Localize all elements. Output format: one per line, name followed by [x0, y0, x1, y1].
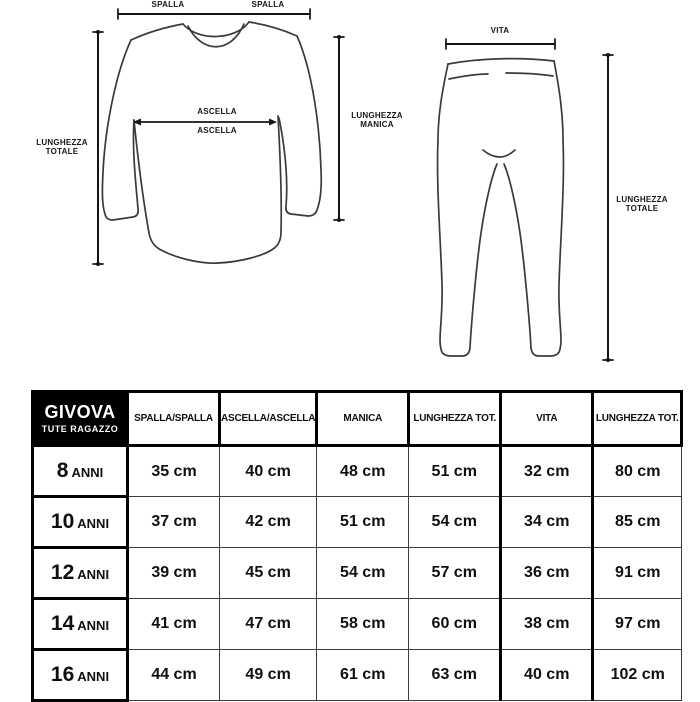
value-cell: 41 cm: [128, 599, 220, 650]
table-header-row: [33, 392, 682, 446]
value-cell: 42 cm: [220, 497, 317, 548]
value-cell: 39 cm: [128, 548, 220, 599]
label-vita: VITA: [490, 26, 510, 35]
sweatshirt-collar-inner: [188, 24, 244, 47]
size-number: 16: [50, 663, 75, 686]
value-cell: 97 cm: [593, 599, 682, 650]
brand-subtitle: TUTE RAGAZZO: [41, 424, 119, 434]
value-cell: 34 cm: [501, 497, 593, 548]
size-word: ANNI: [77, 669, 110, 684]
label-shirt-lunghezza-totale: LUNGHEZZA TOTALE: [36, 138, 88, 156]
value-cell: 40 cm: [220, 446, 317, 497]
table-row: [33, 446, 682, 497]
sweatshirt-body: [134, 116, 281, 263]
value-cell: 40 cm: [501, 650, 593, 701]
label-lunghezza-manica: LUNGHEZZA MANICA: [351, 111, 403, 129]
label-ascella-bottom: ASCELLA: [197, 126, 237, 135]
sweatshirt-sleeve-left: [102, 40, 138, 220]
sweatshirt-shoulder-right: [249, 22, 297, 36]
size-number: 10: [50, 510, 75, 533]
value-cell: 58 cm: [317, 599, 409, 650]
measure-spalla-line: [118, 9, 310, 19]
value-cell: 44 cm: [128, 650, 220, 701]
value-cell: 80 cm: [593, 446, 682, 497]
column-header-manica: MANICA: [317, 392, 409, 446]
pants-waistband-bottom: [449, 73, 553, 79]
value-cell: 60 cm: [409, 599, 501, 650]
size-cell: [33, 497, 128, 548]
size-cell: [33, 548, 128, 599]
size-number: 14: [50, 612, 75, 635]
column-header-ascella: ASCELLA/ASCELLA: [220, 392, 317, 446]
pants-drawing: [438, 59, 564, 356]
value-cell: 47 cm: [220, 599, 317, 650]
sweatshirt-drawing: [102, 22, 321, 263]
value-cell: 49 cm: [220, 650, 317, 701]
value-cell: 61 cm: [317, 650, 409, 701]
label-ascella-top: ASCELLA: [197, 107, 237, 116]
pants-crotch-seam: [483, 150, 515, 157]
sweatshirt-sleeve-right: [279, 36, 321, 216]
size-word: ANNI: [77, 567, 110, 582]
value-cell: 54 cm: [409, 497, 501, 548]
value-cell: 57 cm: [409, 548, 501, 599]
size-word: ANNI: [77, 516, 110, 531]
brand-header-cell: [33, 392, 128, 446]
column-header-lunghezza-tot: LUNGHEZZA TOT.: [409, 392, 501, 446]
sweatshirt-shoulder-left: [131, 24, 183, 40]
pants-left-leg: [438, 64, 497, 356]
column-header-vita: VITA: [501, 392, 593, 446]
measure-ascella-line: [133, 119, 277, 126]
size-cell: [33, 599, 128, 650]
label-pants-lunghezza-totale: LUNGHEZZA TOTALE: [616, 195, 668, 213]
value-cell: 36 cm: [501, 548, 593, 599]
value-cell: 37 cm: [128, 497, 220, 548]
label-spalla-left: SPALLA: [151, 0, 185, 9]
size-word: ANNI: [77, 618, 110, 633]
pants-waistband-top: [448, 59, 554, 64]
value-cell: 51 cm: [409, 446, 501, 497]
value-cell: 45 cm: [220, 548, 317, 599]
column-header-spalla: SPALLA/SPALLA: [128, 392, 220, 446]
size-cell: [33, 446, 128, 497]
brand-name: GIVOVA: [44, 402, 116, 422]
value-cell: 91 cm: [593, 548, 682, 599]
value-cell: 32 cm: [501, 446, 593, 497]
size-table: [31, 390, 683, 702]
value-cell: 38 cm: [501, 599, 593, 650]
size-word: ANNI: [71, 465, 104, 480]
size-number: 12: [50, 561, 75, 584]
measure-vita-line: [446, 39, 555, 49]
value-cell: 35 cm: [128, 446, 220, 497]
size-number: 8: [56, 459, 69, 482]
table-row: [33, 599, 682, 650]
value-cell: 63 cm: [409, 650, 501, 701]
value-cell: 51 cm: [317, 497, 409, 548]
value-cell: 85 cm: [593, 497, 682, 548]
table-row: [33, 497, 682, 548]
value-cell: 54 cm: [317, 548, 409, 599]
value-cell: 48 cm: [317, 446, 409, 497]
table-row: [33, 650, 682, 701]
measure-sleeve-length-line: [334, 35, 344, 222]
size-cell: [33, 650, 128, 701]
table-row: [33, 548, 682, 599]
value-cell: 102 cm: [593, 650, 682, 701]
pants-right-leg: [504, 61, 563, 356]
label-spalla-right: SPALLA: [251, 0, 285, 9]
column-header-lunghezza-tot-pants: LUNGHEZZA TOT.: [593, 392, 682, 446]
measurement-lines: [93, 9, 613, 362]
